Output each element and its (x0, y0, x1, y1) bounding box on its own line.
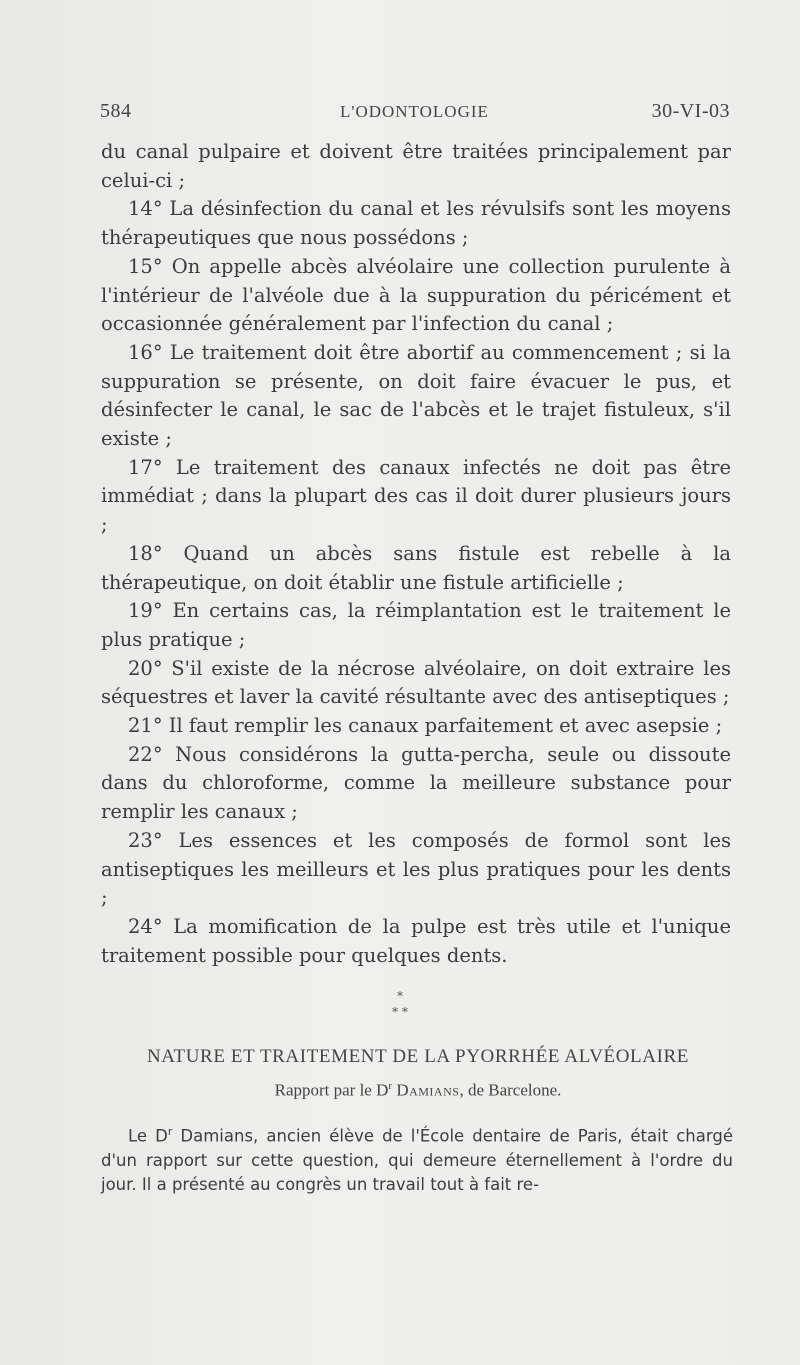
separator-star-top: * (397, 989, 403, 1003)
report-sup: r (167, 1125, 173, 1138)
section-title: NATURE ET TRAITEMENT DE LA PYORRHÉE ALVÉOLAIRE (146, 1046, 689, 1067)
running-header (100, 100, 730, 130)
report-prefix: Le D (128, 1126, 168, 1146)
numbered-conclusions (101, 138, 731, 970)
conclusion-paragraph: 23° Les essences et les composés de formol sont les antiseptiques les meilleurs et les plus pratiques pour les dents ; (101, 828, 731, 910)
separator-stars-bottom: * * (392, 1005, 408, 1019)
conclusion-paragraph: 14° La désinfection du canal et les révulsifs sont les moyens thérapeutiques que nous possédons ; (101, 197, 731, 250)
conclusion-paragraph: 21° Il faut remplir les canaux parfaitement et avec asepsie ; (128, 714, 723, 738)
conclusion-paragraph: 19° En certains cas, la réimplantation est le traitement le plus pratique ; (101, 599, 731, 651)
report-paragraph (101, 1120, 733, 1197)
conclusion-paragraph: 15° On appelle abcès alvéolaire une collection purulente à l'intérieur de l'alvéole due à la suppuration du péricément et occasionnée généralement par l'infection du canal ; (101, 254, 731, 336)
conclusion-paragraph: 24° La momification de la pulpe est très utile et l'unique traitement possible pour quelques dents. (101, 914, 731, 967)
conclusion-paragraph: 22° Nous considérons la gutta-percha, seule ou dissoute dans du chloroforme, comme la meilleure substance pour remplir les canaux ; (101, 742, 731, 824)
section-separator (0, 990, 800, 1018)
journal-title: L'ODONTOLOGIE (340, 102, 489, 121)
conclusion-paragraph: 20° S'il existe de la nécrose alvéolaire, on doit extraire les séquestres et laver la cavité résultante avec des antiseptiques ; (101, 656, 731, 709)
conclusion-paragraph: 17° Le traitement des canaux infectés ne doit pas être immédiat ; dans la plupart des cas il doit durer plusieurs jours ; (101, 455, 731, 537)
issue-date: 30-VI-03 (651, 100, 730, 122)
byline-author: Damians (396, 1080, 460, 1100)
conclusion-paragraph: du canal pulpaire et doivent être traitées principalement par celui-ci ; (101, 140, 731, 192)
byline-suffix: , de Barcelone. (459, 1080, 562, 1100)
report-body: Damians, ancien élève de l'École dentaire de Paris, était chargé d'un rapport sur cette question, qui demeure éternellement à l'ordre du jour. Il a présenté au congrès un travail tout à fait re- (101, 1126, 733, 1194)
byline-sup: r (388, 1080, 393, 1092)
conclusion-paragraph: 18° Quand un abcès sans fistule est rebelle à la thérapeutique, on doit établir une fistule artificielle ; (101, 541, 731, 594)
page-number: 584 (100, 100, 132, 122)
byline-prefix: Rapport par le D (274, 1080, 389, 1100)
report-byline (103, 1080, 733, 1101)
report-text (101, 1120, 733, 1197)
conclusion-paragraph: 16° Le traitement doit être abortif au commencement ; si la suppuration se présente, on doit faire évacuer le pus, et désinfecter le canal, le sac de l'abcès et le trajet fistuleux, s'il existe ; (101, 340, 731, 451)
